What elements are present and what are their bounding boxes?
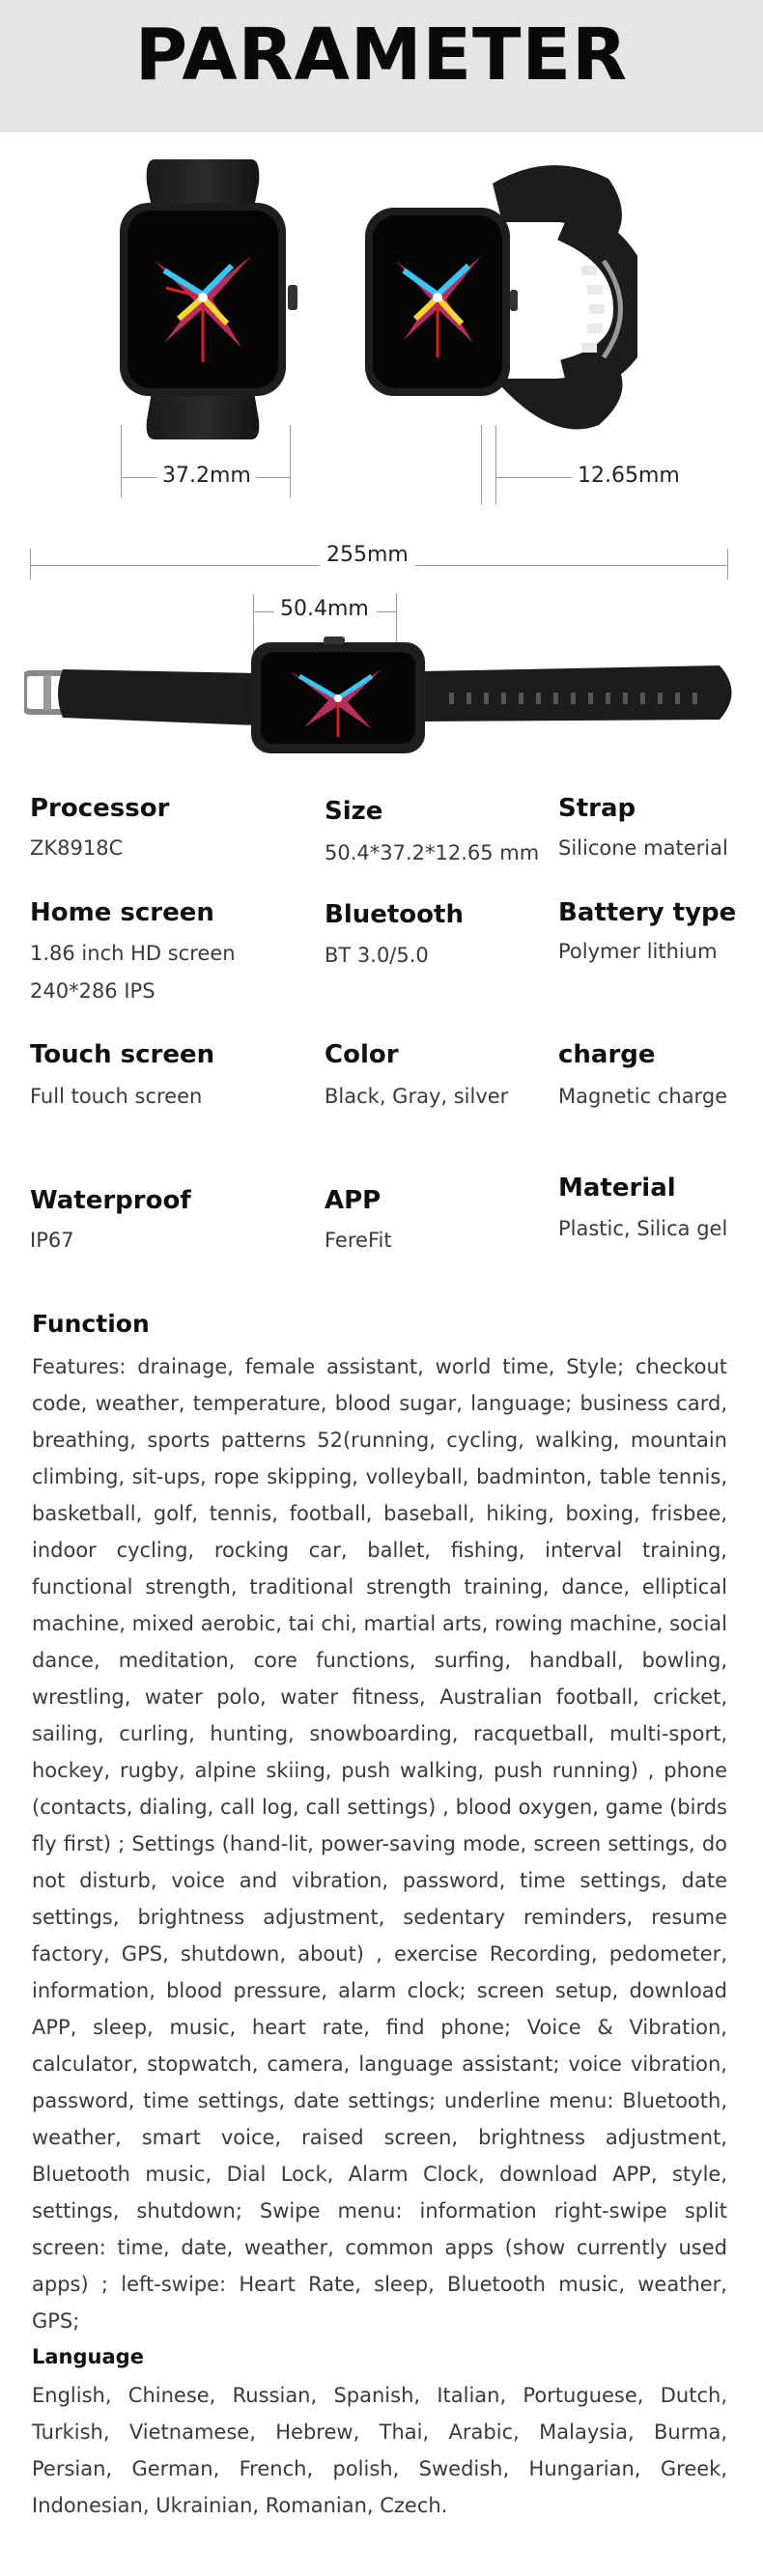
thickness-dimension: 12.65mm <box>578 464 680 488</box>
thickness-guide-right <box>495 425 496 504</box>
language-title: Language <box>32 2345 144 2368</box>
length-guide-right <box>727 549 728 580</box>
length-line-left <box>30 565 320 566</box>
spec-label-color: Color <box>325 1040 399 1069</box>
language-text: English, Chinese, Russian, Spanish, Italian, Portuguese, Dutch, Turkish, Vietnamese, Hebrew, Thai, Arabic, Malaysia, Burma, Persian, German, French, polish, Swedish, Hungarian, Greek, Indonesian, Ukrainian, Romanian, Czech. <box>32 2384 727 2517</box>
header-banner <box>0 0 763 132</box>
body-dimension: 50.4mm <box>280 597 369 621</box>
spec-value-app: FereFit <box>325 1229 392 1252</box>
width-guide-right <box>290 425 291 497</box>
spec-value-battery-type: Polymer lithium <box>558 940 718 963</box>
thickness-guide-left <box>481 425 482 504</box>
body-line-right <box>377 611 396 612</box>
thickness-line <box>495 477 573 478</box>
spec-value-processor: ZK8918C <box>30 836 124 860</box>
length-line-right <box>415 565 727 566</box>
length-guide-left <box>30 549 31 580</box>
spec-label-strap: Strap <box>558 794 636 823</box>
spec-value-waterproof: IP67 <box>30 1229 74 1252</box>
spec-label-size: Size <box>325 797 383 826</box>
spec-label-home-screen: Home screen <box>30 898 214 927</box>
width-line-left <box>121 477 157 478</box>
spec-value-bluetooth: BT 3.0/5.0 <box>325 944 429 967</box>
spec-label-processor: Processor <box>30 794 170 823</box>
spec-label-battery-type: Battery type <box>558 898 737 927</box>
spec-value-size: 50.4*37.2*12.65 mm <box>325 841 540 864</box>
spec-label-touch-screen: Touch screen <box>30 1040 215 1069</box>
spec-value-touch-screen: Full touch screen <box>30 1085 203 1108</box>
spec-value-color: Black, Gray, silver <box>325 1085 509 1108</box>
watch-strap-open-image <box>24 633 739 758</box>
page-title: PARAMETER <box>134 14 629 97</box>
function-title: Function <box>32 1310 150 1338</box>
spec-value-strap: Silicone material <box>558 836 728 860</box>
spec-label-charge: charge <box>558 1040 656 1069</box>
spec-value-home-screen: 1.86 inch HD screen <box>30 942 236 965</box>
spec-label-material: Material <box>558 1174 676 1203</box>
spec-label-waterproof: Waterproof <box>30 1186 191 1215</box>
width-dimension: 37.2mm <box>162 464 251 488</box>
function-text: Features: drainage, female assistant, world time, Style; checkout code, weather, temperature, blood sugar, language; business card, breathing, sports patterns 52(running, cycling, walking, mountain climbing, sit-ups, rope skipping, volleyball, badminton, table tennis, basketball, golf, tennis, football, baseball, hiking, boxing, frisbee, indoor cycling, rocking car, ballet, fishing, interval training, functional strength, traditional strength training, dance, elliptical machine, mixed aerobic, tai chi, martial arts, rowing machine, social dance, meditation, core functions, surfing, handball, bowling, wrestling, water polo, water fitness, Australian football, cricket, sailing, curling, hunting, snowboarding, racquetball, multi-sport, hockey, rugby, alpine skiing, push walking, push running) , phone (contacts, dialing, call log, call settings) , blood oxygen, game (birds fly first) ; Settings (hand-lit, power-saving mode, screen settings, do not disturb, voice and vibration, password, time settings, date settings, brightness adjustment, sedentary reminders, resume factory, GPS, shutdown, about) , exercise Recording, pedometer, information, blood pressure, alarm clock; screen setup, download APP, sleep, music, heart rate, find phone; Voice & Vibration, calculator, stopwatch, camera, language assistant; voice vibration, password, time settings, date settings; underline menu: Bluetooth, weather, smart voice, raised screen, brightness adjustment, Bluetooth music, Dial Lock, Alarm Clock, download APP, style, settings, shutdown; Swipe menu: information right-swipe split screen: time, date, weather, common apps (show currently used apps) ; left-swipe: Heart Rate, sleep, Bluetooth music, weather, GPS; <box>32 1355 727 2333</box>
width-guide-left <box>121 425 122 497</box>
watch-front-image <box>106 155 299 444</box>
spec-value-charge: Magnetic charge <box>558 1085 728 1108</box>
length-dimension: 255mm <box>326 543 409 567</box>
spec-value-home-screen-resolution: 240*286 IPS <box>30 979 155 1003</box>
spec-label-bluetooth: Bluetooth <box>325 900 464 929</box>
spec-label-app: APP <box>325 1186 382 1215</box>
watch-side-image <box>357 155 637 444</box>
body-line-left <box>253 611 274 612</box>
spec-value-material: Plastic, Silica gel <box>558 1217 728 1240</box>
width-line-right <box>256 477 290 478</box>
